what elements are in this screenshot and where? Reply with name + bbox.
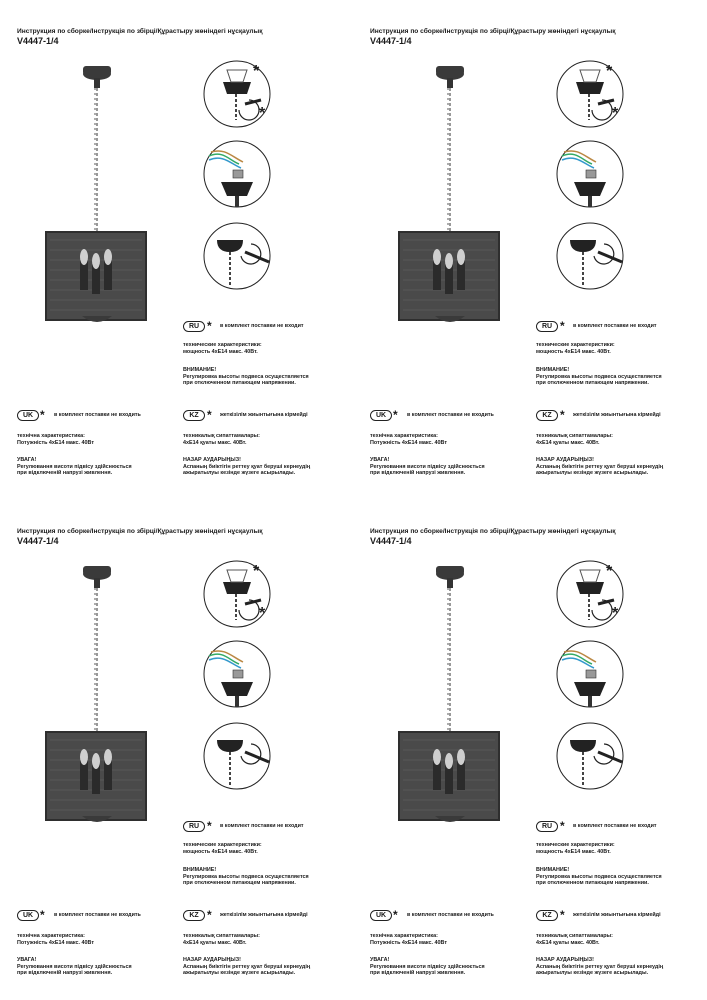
language-badge-uk: UK — [370, 910, 392, 921]
asterisk-icon: * — [560, 819, 565, 833]
pendant-lamp-image — [395, 60, 505, 340]
warning-line-uk: при відключеній напрузі живлення. — [370, 470, 466, 476]
not-included-note-uk: в комплект поставки не входить — [54, 412, 141, 418]
warning-line-kz: Аспаның биіктігін реттеу қуат беруші кернеудің — [536, 463, 664, 470]
warning-title-kz: НАЗАР АУДАРЫҢЫЗ! — [183, 957, 241, 963]
warning-title-ru: ВНИМАНИЕ! — [183, 867, 217, 873]
model-number: V4447-1/4 — [370, 36, 412, 46]
warning-title-uk: УВАГА! — [370, 457, 390, 463]
tech-specs-uk — [17, 933, 94, 946]
asterisk-icon: * — [393, 408, 398, 422]
tech-value-ru: мощность 4хЕ14 макс. 40Вт. — [536, 348, 611, 355]
tech-value-ru: мощность 4хЕ14 макс. 40Вт. — [183, 348, 258, 355]
tech-specs-ru — [536, 342, 615, 355]
warning-title-ru: ВНИМАНИЕ! — [183, 367, 217, 373]
warning-line-uk: при відключеній напрузі живлення. — [370, 970, 466, 976]
tech-title-ru: технические характеристики: — [183, 842, 262, 848]
language-badge-uk: UK — [17, 410, 39, 421]
warning-title-uk: УВАГА! — [17, 957, 37, 963]
warning-uk — [370, 457, 485, 477]
instruction-header: Инструкция по сборке/Інструкція по збірці/Құрастыру жөніндегі нұсқаулық — [17, 28, 263, 35]
svg-text:*: * — [259, 605, 266, 622]
warning-title-kz: НАЗАР АУДАРЫҢЫЗ! — [183, 457, 241, 463]
pendant-lamp-image — [395, 560, 505, 840]
warning-line-kz: Аспаның биіктігін реттеу қуат беруші кернеудің — [183, 463, 311, 470]
warning-title-kz: НАЗАР АУДАРЫҢЫЗ! — [536, 957, 594, 963]
asterisk-icon: * — [207, 908, 212, 922]
wiring-step-diagram — [203, 140, 271, 208]
height-adjust-step-diagram — [203, 222, 271, 290]
warning-line-ru: при отключенном питающем напряжении. — [183, 880, 296, 886]
not-included-note-kz: жеткізілім жиынтығына кірмейді — [220, 912, 308, 918]
warning-line-kz: ажыратылуы кезінде жүзеге асырылады. — [183, 970, 296, 976]
tech-value-kz: 4хЕ14 қуаты макс. 40Вт. — [536, 939, 600, 946]
warning-line-kz: Аспаның биіктігін реттеу қуат беруші кернеудің — [183, 963, 311, 970]
tech-specs-ru — [183, 842, 262, 855]
language-badge-kz: KZ — [536, 910, 558, 921]
mounting-step-diagram — [556, 560, 624, 628]
not-included-note-ru: в комплект поставки не входит — [220, 823, 304, 829]
warning-title-ru: ВНИМАНИЕ! — [536, 367, 570, 373]
tech-specs-ru — [183, 342, 262, 355]
asterisk-icon: * — [560, 408, 565, 422]
language-badge-ru: RU — [183, 821, 205, 832]
asterisk-icon: * — [40, 908, 45, 922]
asterisk-icon: * — [207, 408, 212, 422]
tech-title-ru: технические характеристики: — [536, 842, 615, 848]
instruction-header: Инструкция по сборке/Інструкція по збірці/Құрастыру жөніндегі нұсқаулық — [370, 528, 616, 535]
not-included-note-uk: в комплект поставки не входить — [407, 412, 494, 418]
warning-title-uk: УВАГА! — [17, 457, 37, 463]
wiring-step-diagram — [556, 640, 624, 708]
warning-line-ru: при отключенном питающем напряжении. — [183, 380, 296, 386]
not-included-note-ru: в комплект поставки не входит — [573, 323, 657, 329]
warning-line-ru: Регулировка высоты подвеса осуществляется — [183, 373, 309, 380]
asterisk-icon: * — [393, 908, 398, 922]
tech-value-ru: мощность 4хЕ14 макс. 40Вт. — [183, 848, 258, 855]
warning-kz — [183, 957, 310, 977]
instruction-panel — [0, 500, 353, 1000]
instruction-header: Инструкция по сборке/Інструкція по збірці/Құрастыру жөніндегі нұсқаулық — [17, 528, 263, 535]
tech-value-uk: Потужність 4хЕ14 макс. 40Вт — [17, 939, 94, 946]
language-badge-kz: KZ — [536, 410, 558, 421]
tech-title-ru: технические характеристики: — [536, 342, 615, 348]
warning-title-uk: УВАГА! — [370, 957, 390, 963]
warning-line-ru: Регулировка высоты подвеса осуществляется — [183, 873, 309, 880]
tech-specs-uk — [370, 433, 447, 446]
svg-text:*: * — [606, 63, 613, 80]
warning-ru — [183, 367, 309, 387]
tech-value-uk: Потужність 4хЕ14 макс. 40Вт — [370, 939, 447, 946]
tech-title-uk: технічна характеристика: — [17, 433, 85, 439]
tech-specs-kz — [183, 433, 260, 446]
warning-uk — [17, 457, 132, 477]
svg-text:*: * — [606, 563, 613, 580]
model-number: V4447-1/4 — [370, 536, 412, 546]
tech-specs-kz — [536, 433, 613, 446]
not-included-note-kz: жеткізілім жиынтығына кірмейді — [573, 912, 661, 918]
warning-uk — [17, 957, 132, 977]
warning-line-kz: Аспаның биіктігін реттеу қуат беруші кернеудің — [536, 963, 664, 970]
mounting-step-diagram — [203, 60, 271, 128]
tech-title-kz: техникалық сипаттамалары: — [183, 933, 260, 939]
warning-line-kz: ажыратылуы кезінде жүзеге асырылады. — [536, 470, 649, 476]
language-badge-ru: RU — [536, 821, 558, 832]
tech-value-ru: мощность 4хЕ14 макс. 40Вт. — [536, 848, 611, 855]
tech-specs-ru — [536, 842, 615, 855]
wiring-step-diagram — [203, 640, 271, 708]
warning-line-uk: Регулювання висоти підвісу здійснюється — [370, 963, 485, 970]
instruction-panel — [0, 0, 353, 500]
wiring-step-diagram — [556, 140, 624, 208]
warning-ru — [536, 367, 662, 387]
language-badge-ru: RU — [536, 321, 558, 332]
tech-value-uk: Потужність 4хЕ14 макс. 40Вт — [17, 439, 94, 446]
tech-title-uk: технічна характеристика: — [17, 933, 85, 939]
instruction-panel — [353, 500, 706, 1000]
warning-kz — [183, 457, 310, 477]
warning-line-uk: при відключеній напрузі живлення. — [17, 970, 113, 976]
svg-text:*: * — [612, 105, 619, 122]
tech-value-kz: 4хЕ14 қуаты макс. 40Вт. — [536, 439, 600, 446]
svg-text:*: * — [259, 105, 266, 122]
warning-line-uk: при відключеній напрузі живлення. — [17, 470, 113, 476]
warning-kz — [536, 957, 663, 977]
language-badge-kz: KZ — [183, 410, 205, 421]
tech-title-kz: техникалық сипаттамалары: — [536, 933, 613, 939]
warning-title-kz: НАЗАР АУДАРЫҢЫЗ! — [536, 457, 594, 463]
tech-value-kz: 4хЕ14 қуаты макс. 40Вт. — [183, 439, 247, 446]
height-adjust-step-diagram — [556, 722, 624, 790]
not-included-note-ru: в комплект поставки не входит — [573, 823, 657, 829]
tech-value-kz: 4хЕ14 қуаты макс. 40Вт. — [183, 939, 247, 946]
language-badge-kz: KZ — [183, 910, 205, 921]
warning-kz — [536, 457, 663, 477]
not-included-note-kz: жеткізілім жиынтығына кірмейді — [220, 412, 308, 418]
warning-line-kz: ажыратылуы кезінде жүзеге асырылады. — [183, 470, 296, 476]
tech-specs-kz — [183, 933, 260, 946]
not-included-note-uk: в комплект поставки не входить — [407, 912, 494, 918]
warning-line-ru: Регулировка высоты подвеса осуществляется — [536, 873, 662, 880]
language-badge-uk: UK — [17, 910, 39, 921]
svg-text:*: * — [253, 563, 260, 580]
mounting-step-diagram — [203, 560, 271, 628]
asterisk-icon: * — [560, 319, 565, 333]
tech-title-kz: техникалық сипаттамалары: — [183, 433, 260, 439]
tech-title-ru: технические характеристики: — [183, 342, 262, 348]
warning-uk — [370, 957, 485, 977]
warning-line-ru: Регулировка высоты подвеса осуществляется — [536, 373, 662, 380]
not-included-note-kz: жеткізілім жиынтығына кірмейді — [573, 412, 661, 418]
pendant-lamp-image — [42, 560, 152, 840]
warning-ru — [183, 867, 309, 887]
not-included-note-uk: в комплект поставки не входить — [54, 912, 141, 918]
height-adjust-step-diagram — [556, 222, 624, 290]
warning-line-uk: Регулювання висоти підвісу здійснюється — [370, 463, 485, 470]
height-adjust-step-diagram — [203, 722, 271, 790]
warning-line-uk: Регулювання висоти підвісу здійснюється — [17, 463, 132, 470]
tech-value-uk: Потужність 4хЕ14 макс. 40Вт — [370, 439, 447, 446]
pendant-lamp-image — [42, 60, 152, 340]
warning-line-kz: ажыратылуы кезінде жүзеге асырылады. — [536, 970, 649, 976]
language-badge-uk: UK — [370, 410, 392, 421]
warning-line-ru: при отключенном питающем напряжении. — [536, 880, 649, 886]
not-included-note-ru: в комплект поставки не входит — [220, 323, 304, 329]
tech-title-uk: технічна характеристика: — [370, 933, 438, 939]
tech-specs-uk — [370, 933, 447, 946]
tech-title-uk: технічна характеристика: — [370, 433, 438, 439]
svg-text:*: * — [612, 605, 619, 622]
tech-specs-uk — [17, 433, 94, 446]
svg-text:*: * — [253, 63, 260, 80]
language-badge-ru: RU — [183, 321, 205, 332]
asterisk-icon: * — [560, 908, 565, 922]
instruction-panel — [353, 0, 706, 500]
asterisk-icon: * — [207, 319, 212, 333]
instruction-header: Инструкция по сборке/Інструкція по збірці/Құрастыру жөніндегі нұсқаулық — [370, 28, 616, 35]
model-number: V4447-1/4 — [17, 36, 59, 46]
tech-specs-kz — [536, 933, 613, 946]
mounting-step-diagram — [556, 60, 624, 128]
model-number: V4447-1/4 — [17, 536, 59, 546]
warning-ru — [536, 867, 662, 887]
warning-title-ru: ВНИМАНИЕ! — [536, 867, 570, 873]
warning-line-uk: Регулювання висоти підвісу здійснюється — [17, 963, 132, 970]
asterisk-icon: * — [207, 819, 212, 833]
asterisk-icon: * — [40, 408, 45, 422]
warning-line-ru: при отключенном питающем напряжении. — [536, 380, 649, 386]
tech-title-kz: техникалық сипаттамалары: — [536, 433, 613, 439]
